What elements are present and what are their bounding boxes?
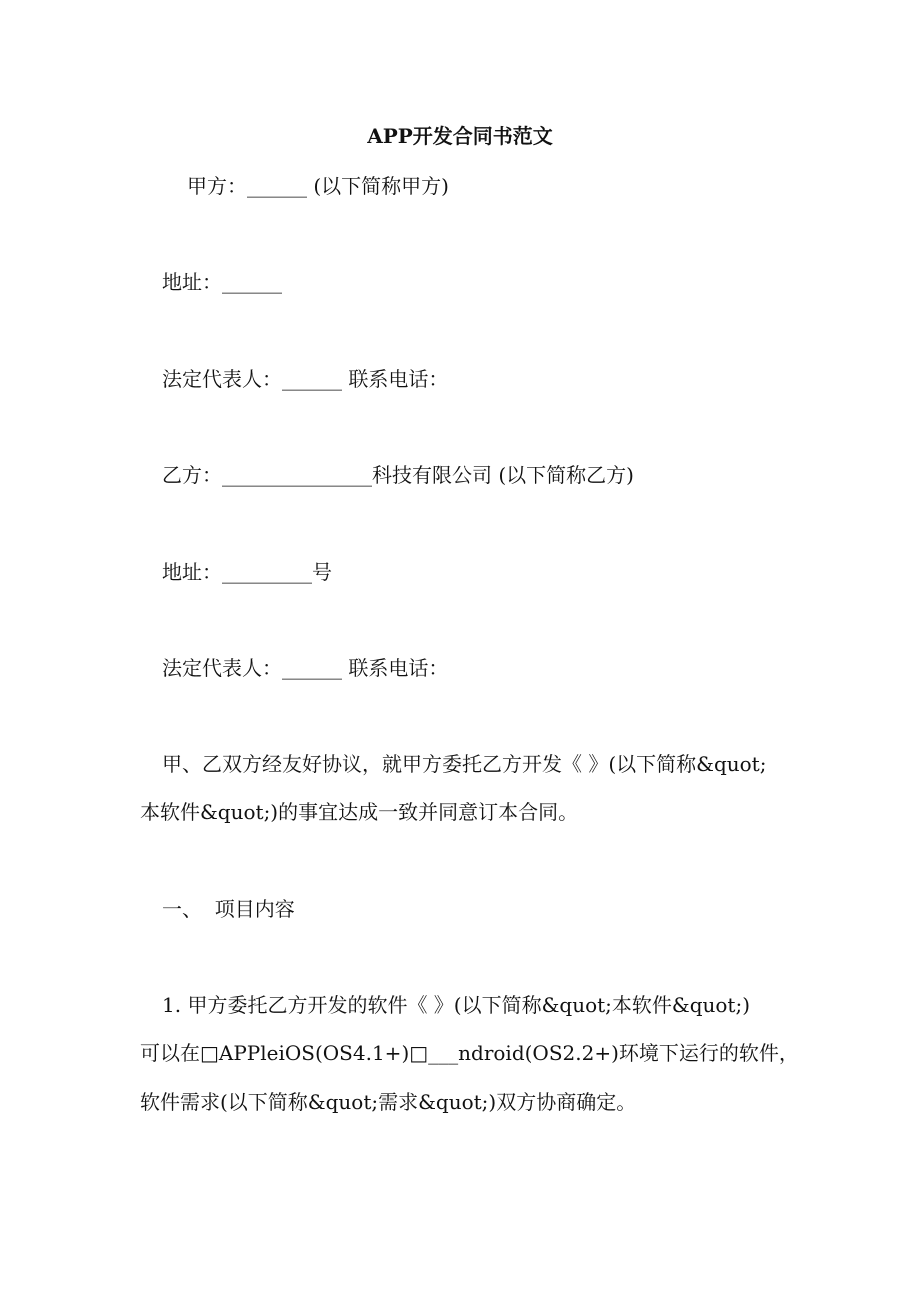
intro-line-1: 甲、乙双方经友好协议，就甲方委托乙方开发《 》(以下简称&quot; — [162, 752, 767, 776]
party-a-representative-line: 法定代表人：______ 联系电话： — [162, 367, 449, 391]
party-a-name-line: 甲方：______ (以下简称甲方) — [187, 174, 449, 198]
section-1-item-1-line-2: 可以在□APPleiOS(OS4.1+)□___ndroid(OS2.2+)环境下运行的软件， — [140, 1041, 799, 1065]
party-b-address-line: 地址：_________号 — [162, 560, 332, 584]
section-1-item-1-line-1: 1. 甲方委托乙方开发的软件《 》(以下简称&quot;本软件&quot;) — [162, 993, 751, 1017]
section-1-heading: 一、 项目内容 — [162, 897, 295, 921]
section-1-item-1-line-3: 软件需求(以下简称&quot;需求&quot;)双方协商确定。 — [140, 1090, 637, 1114]
party-b-name-line: 乙方：_______________科技有限公司 (以下简称乙方) — [162, 463, 634, 487]
party-a-address-line: 地址：______ — [162, 270, 282, 294]
party-b-representative-line: 法定代表人：______ 联系电话： — [162, 656, 449, 680]
document-title: APP开发合同书范文 — [367, 124, 553, 148]
intro-line-2: 本软件&quot;)的事宜达成一致并同意订本合同。 — [140, 800, 579, 824]
